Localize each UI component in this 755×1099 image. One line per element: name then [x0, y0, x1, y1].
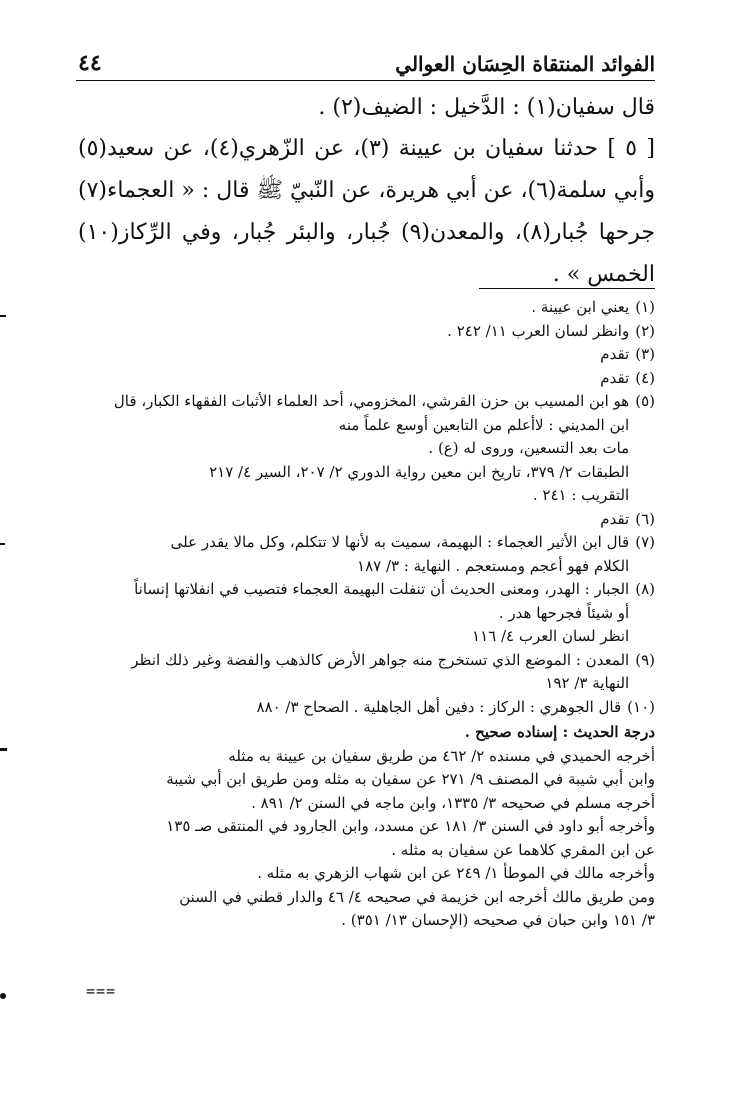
scan-mark [0, 993, 6, 999]
footnote-rule [479, 288, 655, 289]
footnote-line: قال ابن الأثير العجماء : البهيمة، سميت به لأنها لا تتكلم، وكل مالا يقدر على [170, 533, 630, 551]
footnote [78, 578, 655, 649]
footnote-line: قال الجوهري : الركاز : دفين أهل الجاهلية . الصحاح ٣/ ٨٨٠ [256, 697, 622, 716]
footnote-line: انظر لسان العرب ٤/ ١١٦ [472, 627, 630, 645]
footnote-line: أو شيئاً فجرحها هدر . [498, 603, 630, 622]
footnote-key: (١) [635, 298, 655, 316]
footnote-line: تقدم [600, 345, 630, 363]
scan-mark [0, 543, 5, 545]
body-line-1: قال سفيان(١) : الدَّخيل : الضيف(٢) . [318, 95, 655, 120]
footnote-key: (٩) [635, 650, 655, 669]
footnote [78, 508, 655, 532]
hadith-grade [78, 721, 655, 933]
footnote [78, 343, 655, 367]
grade-line: أخرجه مسلم في صحيحه ٣/ ١٣٣٥، وابن ماجه في السنن ٢/ ٨٩١ . [251, 793, 655, 812]
footnote [78, 531, 655, 578]
grade-line: وابن أبي شيبة في المصنف ٩/ ٢٧١ عن سفيان به مثله ومن طريق ابن أبي شيبة [166, 770, 655, 788]
grade-line: ومن طريق مالك أخرجه ابن خزيمة في صحيحه ٤/ ٤٦ والدار قطني في السنن [179, 887, 655, 906]
grade-line: وأخرجه أبو داود في السنن ٣/ ١٨١ عن مسدد، وابن الجارود في المنتقى صـ ١٣٥ [166, 817, 655, 835]
hadith-paragraph: [ ٥ ] حدثنا سفيان بن عيينة (٣)، عن الزّهري(٤)، عن سعيد(٥) وأبي سلمة(٦)، عن أبي هريرة، عن النّبيّ ﷺ قال : « العجماء(٧) جرحها جُبار(٨)، والمعدن(٩) جُبار، والبئر جُبار، وفي الرِّكاز(١٠) الخمس » . [78, 136, 655, 287]
footnote-line: المعدن : الموضع الذي تستخرج منه جواهر الأرض كالذهب والفضة وغير ذلك انظر [131, 650, 630, 669]
grade-line: ٣/ ١٥١ وابن حبان في صحيحه (الإحسان ١٣/ ٣٥١) . [341, 911, 655, 929]
footnote-line: الكلام فهو أعجم ومستعجم . النهاية : ٣/ ١٨٧ [357, 556, 630, 575]
footnote-key: (١٠) [627, 697, 655, 716]
footnote [78, 390, 655, 508]
footnote-key: (٥) [635, 392, 655, 410]
footnote-key: (٨) [635, 580, 655, 598]
footnote-key: (٦) [635, 509, 655, 528]
grade-line: وأخرجه مالك في الموطأ ١/ ٢٤٩ عن ابن شهاب الزهري به مثله . [257, 864, 655, 882]
header-rule [76, 80, 655, 81]
page-number: ٤٤ [78, 50, 102, 76]
footnote-key: (٤) [635, 368, 655, 387]
scan-mark [0, 315, 6, 317]
grade-line: أخرجه الحميدي في مسنده ٢/ ٤٦٢ من طريق سفيان بن عيينة به مثله [228, 746, 655, 765]
end-separator: === [86, 982, 117, 1000]
footnote-line: يعني ابن عيينة . [531, 298, 630, 316]
footnote [78, 367, 655, 391]
grade-title: درجة الحديث : إسناده صحيح . [464, 723, 655, 741]
footnote-key: (٧) [635, 533, 655, 551]
footnote-line: تقدم [600, 368, 630, 387]
footnote-line: الجبار : الهدر، ومعنى الحديث أن تنفلت البهيمة العجماء فتصيب في انفلاتها إنساناً [134, 580, 630, 598]
footnote [78, 649, 655, 696]
grade-line: عن ابن المقري كلاهما عن سفيان به مثله . [391, 840, 655, 859]
scan-mark [0, 748, 7, 751]
footnote-line: وانظر لسان العرب ١١/ ٢٤٢ . [447, 321, 630, 340]
footnotes [78, 296, 655, 933]
footnote-line: ابن المديني : لاأعلم من التابعين أوسع علماً منه [338, 415, 630, 434]
footnote [78, 320, 655, 344]
footnote-line: التقريب : ٢٤١ . [532, 486, 630, 504]
footnote [78, 296, 655, 320]
running-title: الفوائد المنتقاة الحِسَان العوالي [395, 52, 655, 76]
footnote-line: هو ابن المسيب بن حزن القرشي، المخزومي، أحد العلماء الأثبات الفقهاء الكبار، قال [113, 392, 630, 410]
footnote-key: (٢) [635, 321, 655, 340]
footnote-line: تقدم [600, 509, 630, 528]
footnote-line: الطبقات ٢/ ٣٧٩، تاريخ ابن معين رواية الدوري ٢/ ٢٠٧، السير ٤/ ٢١٧ [209, 462, 630, 481]
footnote-line: مات بعد التسعين، وروى له (ع) . [428, 439, 630, 457]
page-header [78, 38, 655, 76]
main-text [78, 88, 655, 296]
footnote [78, 696, 655, 720]
footnote-line: النهاية ٣/ ١٩٢ [545, 674, 630, 692]
footnote-key: (٣) [635, 345, 655, 363]
